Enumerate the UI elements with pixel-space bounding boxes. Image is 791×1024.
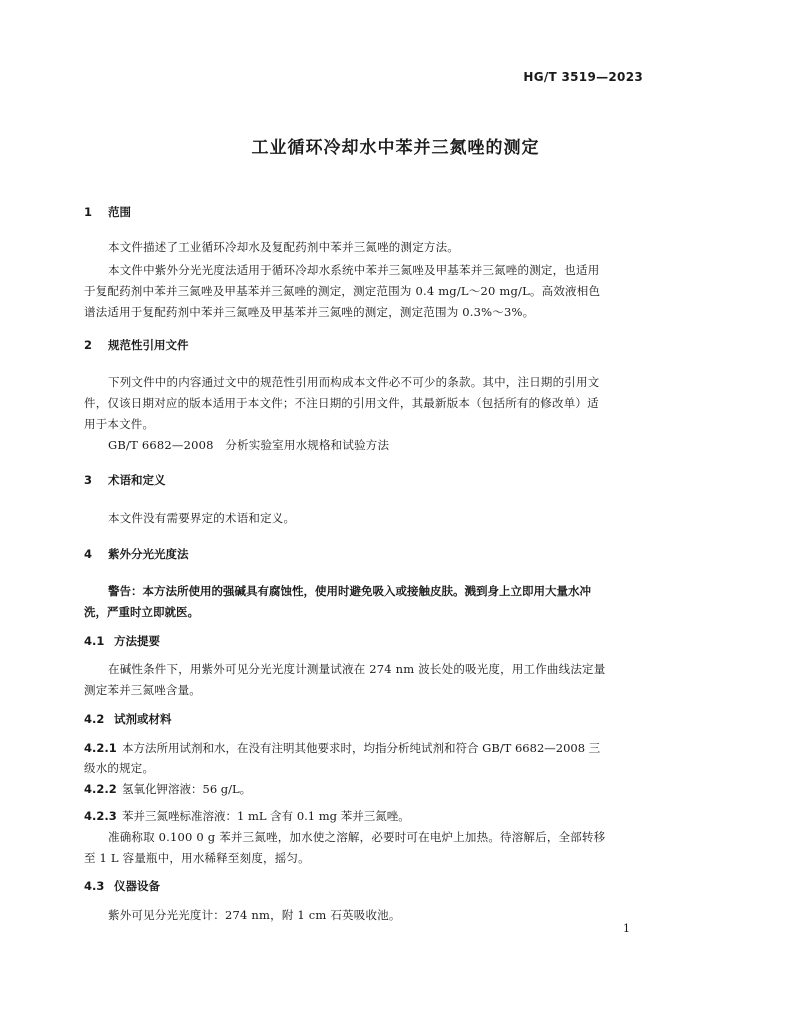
section-3-heading <box>84 472 166 488</box>
clause-4-2-3-procedure-line-1: 准确称取 0.100 0 g 苯并三氮唑，加水使之溶解，必要时可在电炉上加热。待溶解后，全部转移 <box>108 830 606 844</box>
clause-4-2-3-text: 苯并三氮唑标准溶液：1 mL 含有 0.1 mg 苯并三氮唑。 <box>122 809 410 823</box>
section-4-heading <box>84 546 189 562</box>
section-2-heading <box>84 337 189 353</box>
clause-4-2-3 <box>84 808 410 824</box>
s43-paragraph: 紫外可见分光光度计：274 nm，附 1 cm 石英吸收池。 <box>108 908 401 922</box>
s3-paragraph: 本文件没有需要界定的术语和定义。 <box>108 511 296 525</box>
document-title: 工业循环冷却水中苯并三氮唑的测定 <box>251 138 540 158</box>
section-4-2-number: 4.2 <box>84 712 105 726</box>
clause-4-2-3-number: 4.2.3 <box>84 809 117 823</box>
section-1-title: 范围 <box>108 205 131 219</box>
s1-paragraph-1: 本文件描述了工业循环冷却水及复配药剂中苯并三氮唑的测定方法。 <box>108 240 459 254</box>
section-2-number: 2 <box>84 338 93 352</box>
s2-normative-reference: GB/T 6682—2008 分析实验室用水规格和试验方法 <box>108 438 390 452</box>
s2-paragraph-line-1: 下列文件中的内容通过文中的规范性引用而构成本文件必不可少的条款。其中，注日期的引用文 <box>108 375 600 389</box>
s1-paragraph-2-line-2: 于复配药剂中苯并三氮唑及甲基苯并三氮唑的测定，测定范围为 0.4 mg/L～20 mg/L。高效液相色 <box>84 284 601 298</box>
warning-line-1: 警告：本方法所使用的强碱具有腐蚀性，使用时避免吸入或接触皮肤。溅到身上立即用大量水冲 <box>108 584 591 598</box>
clause-4-2-1-text-line-1: 本方法所用试剂和水，在没有注明其他要求时，均指分析纯试剂和符合 GB/T 6682—2008 三 <box>122 741 601 755</box>
page-number: 1 <box>623 922 630 935</box>
s41-paragraph-line-1: 在碱性条件下，用紫外可见分光光度计测量试液在 274 nm 波长处的吸光度，用工作曲线法定量 <box>108 662 606 676</box>
section-4-number: 4 <box>84 547 93 561</box>
section-4-3-heading <box>84 878 160 894</box>
clause-4-2-1 <box>84 740 600 756</box>
section-4-3-title: 仪器设备 <box>114 879 160 893</box>
section-3-number: 3 <box>84 473 93 487</box>
s41-paragraph-line-2: 测定苯并三氮唑含量。 <box>84 683 201 697</box>
section-2-title: 规范性引用文件 <box>108 338 189 352</box>
clause-4-2-1-text-line-2: 级水的规定。 <box>84 761 155 775</box>
section-4-title: 紫外分光光度法 <box>108 547 189 561</box>
clause-4-2-2-number: 4.2.2 <box>84 782 117 796</box>
section-4-2-heading <box>84 711 172 727</box>
section-1-heading <box>84 204 131 220</box>
section-4-2-title: 试剂或材料 <box>114 712 172 726</box>
clause-4-2-1-number: 4.2.1 <box>84 741 117 755</box>
s2-paragraph-line-2: 件，仅该日期对应的版本适用于本文件；不注日期的引用文件，其最新版本（包括所有的修改单）适 <box>84 396 599 410</box>
section-4-1-title: 方法提要 <box>114 634 160 648</box>
s1-paragraph-2-line-1: 本文件中紫外分光光度法适用于循环冷却水系统中苯并三氮唑及甲基苯并三氮唑的测定，也适用 <box>108 263 600 277</box>
standard-number: HG/T 3519—2023 <box>523 70 643 84</box>
s2-paragraph-line-3: 用于本文件。 <box>84 417 155 431</box>
section-4-1-number: 4.1 <box>84 634 105 648</box>
s1-paragraph-2-line-3: 谱法适用于复配药剂中苯并三氮唑及甲基苯并三氮唑的测定，测定范围为 0.3%～3%。 <box>84 305 535 319</box>
clause-4-2-2 <box>84 781 251 797</box>
section-4-3-number: 4.3 <box>84 879 105 893</box>
section-1-number: 1 <box>84 205 93 219</box>
section-4-1-heading <box>84 633 160 649</box>
section-3-title: 术语和定义 <box>108 473 166 487</box>
clause-4-2-3-procedure-line-2: 至 1 L 容量瓶中，用水稀释至刻度，摇匀。 <box>84 851 310 865</box>
clause-4-2-2-text: 氢氧化钾溶液：56 g/L。 <box>122 782 252 796</box>
warning-line-2: 洗，严重时立即就医。 <box>84 605 199 619</box>
